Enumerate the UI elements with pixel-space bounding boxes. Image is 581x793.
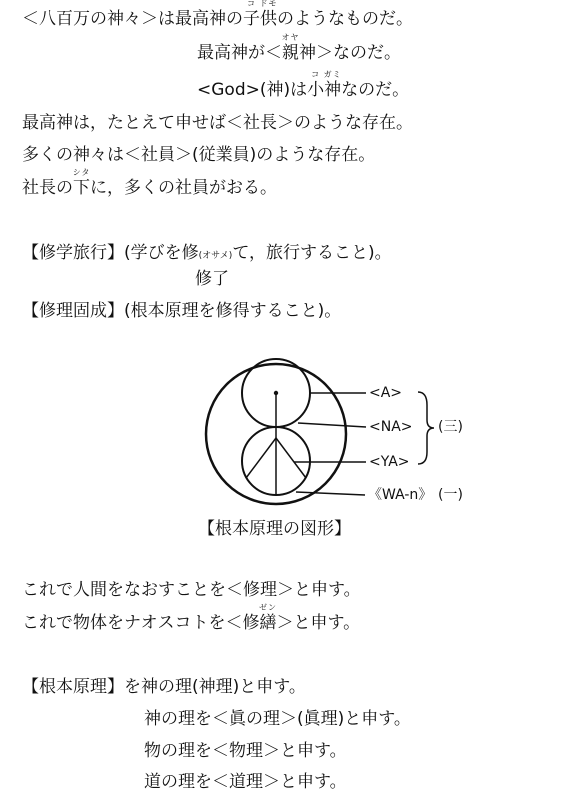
text-span: ＜八百万の神々＞は最高神の bbox=[22, 9, 243, 29]
label-one: (一) bbox=[438, 487, 463, 503]
leader-wan bbox=[296, 492, 365, 495]
ruby-text: ドモ bbox=[259, 0, 278, 8]
ruby-text: コ bbox=[247, 0, 256, 8]
text-line: 修了 bbox=[195, 269, 229, 289]
leader-na bbox=[298, 423, 366, 427]
ruby-text: コ bbox=[311, 70, 321, 79]
ruby-char: 子 コ bbox=[243, 0, 260, 29]
ruby-char: 神 ガミ bbox=[323, 70, 342, 100]
ruby-char: 繕 ゼン bbox=[259, 603, 277, 633]
label-three: (三) bbox=[438, 419, 463, 435]
diagram-caption: 【根本原理の図形】 bbox=[198, 519, 351, 539]
label-wan: 《WA-n》 bbox=[368, 487, 433, 503]
ruby-text: シタ bbox=[72, 168, 91, 177]
text-line: 道の理を＜道理＞と申す。 bbox=[144, 772, 347, 792]
ruby-text: オヤ bbox=[281, 33, 300, 42]
text-line: 【根本原理】を神の理(神理)と申す。 bbox=[22, 677, 306, 697]
small-reading: (オサメ) bbox=[198, 251, 233, 261]
text-line: 【修理固成】(根本原理を修得すること)。 bbox=[22, 301, 342, 321]
text-line: これで人間をなおすことを＜修理＞と申す。 bbox=[22, 580, 361, 600]
text-line: 最高神は，たとえて申せば＜社長＞のような存在。 bbox=[22, 113, 413, 133]
ruby-char: 小 コ bbox=[307, 70, 325, 100]
branch-left bbox=[246, 438, 276, 478]
text-span: のようなものだ。 bbox=[277, 9, 413, 29]
label-ya: <YA> bbox=[369, 454, 410, 470]
text-line: 社長の下 シタ に，多くの社員がおる。 bbox=[22, 168, 277, 198]
ruby-char: 下 シタ bbox=[72, 168, 91, 198]
ruby-text: ガミ bbox=[323, 70, 342, 79]
text-line: <God>(神)は小 コ 神 ガミ なのだ。 bbox=[197, 70, 410, 100]
text-line: 最高神が＜親 オヤ 神＞なのだ。 bbox=[197, 33, 401, 63]
text-line: 【修学旅行】(学びを修(オサメ)て，旅行すること)。 bbox=[22, 243, 392, 263]
text-line: これで物体をナオスコトを＜修繕 ゼン ＞と申す。 bbox=[22, 603, 361, 633]
text-line: 多くの神々は＜社員＞(従業員)のような存在。 bbox=[22, 145, 376, 165]
text-line: 神の理を＜眞の理＞(眞理)と申す。 bbox=[144, 709, 411, 729]
branch-right bbox=[276, 438, 306, 478]
ruby-char: 親 オヤ bbox=[281, 33, 300, 63]
ruby-char: 供 ドモ bbox=[259, 0, 278, 29]
label-na: <NA> bbox=[369, 419, 413, 435]
ruby-text: ゼン bbox=[259, 603, 277, 612]
text-line: 物の理を＜物理＞と申す。 bbox=[144, 741, 347, 761]
label-a: <A> bbox=[369, 385, 403, 401]
bracket bbox=[418, 392, 434, 464]
